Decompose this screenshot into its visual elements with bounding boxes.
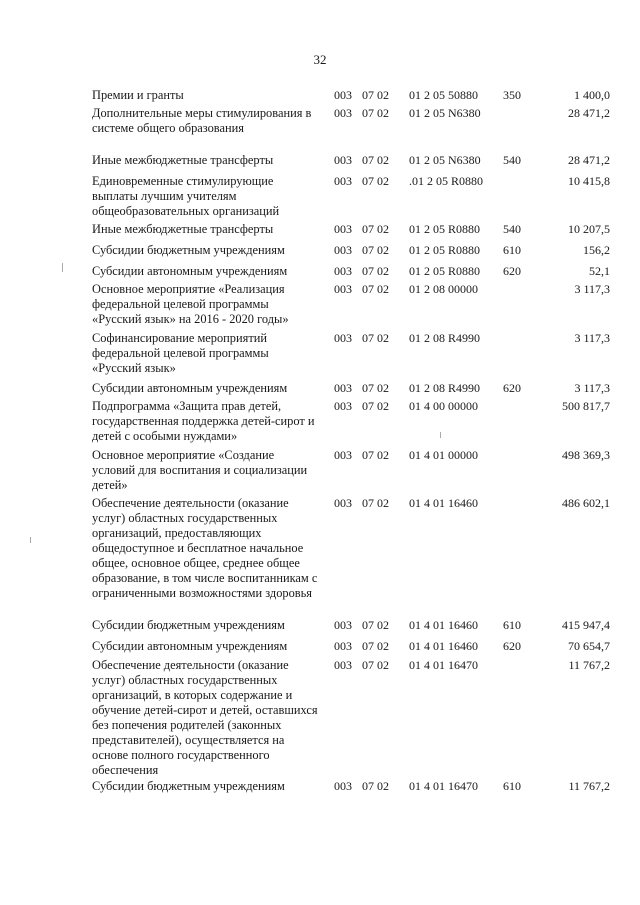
target-article-code: 01 2 08 R4990 — [409, 381, 481, 395]
ministry-code: 003 — [334, 448, 352, 462]
target-article-code: 01 4 01 16460 — [409, 496, 478, 510]
row-name: Основное мероприятие «Реализация федеральной целевой программы «Русский язык» на 2016 - 2020 годы» — [92, 282, 289, 326]
scan-speck — [30, 537, 31, 543]
expense-type-code: 610 — [503, 779, 521, 793]
ministry-code: 003 — [334, 106, 352, 120]
row-name: Премии и гранты — [92, 88, 184, 102]
target-article-code: 01 2 05 R0880 — [409, 222, 481, 236]
amount: 28 471,2 — [568, 153, 610, 167]
section-code: 07 02 — [362, 658, 389, 672]
amount: 3 117,3 — [574, 381, 610, 395]
expense-type-code: 620 — [503, 639, 521, 653]
target-article-code: 01 4 01 16460 — [409, 639, 478, 653]
section-code: 07 02 — [362, 331, 389, 345]
amount: 3 117,3 — [574, 331, 610, 345]
expense-type-code: 540 — [503, 153, 521, 167]
row-name: Подпрограмма «Защита прав детей, государственная поддержка детей-сирот и детей с особыми нуждами» — [92, 399, 315, 443]
scan-speck — [440, 432, 441, 438]
amount: 156,2 — [583, 243, 610, 257]
ministry-code: 003 — [334, 639, 352, 653]
amount: 11 767,2 — [568, 658, 610, 672]
section-code: 07 02 — [362, 618, 389, 632]
section-code: 07 02 — [362, 264, 389, 278]
section-code: 07 02 — [362, 88, 389, 102]
scan-speck — [62, 263, 63, 272]
row-name: Субсидии бюджетным учреждениям — [92, 243, 285, 257]
section-code: 07 02 — [362, 381, 389, 395]
row-name: Иные межбюджетные трансферты — [92, 222, 274, 236]
section-code: 07 02 — [362, 222, 389, 236]
row-name: Софинансирование мероприятий федеральной целевой программы «Русский язык» — [92, 331, 269, 375]
section-code: 07 02 — [362, 496, 389, 510]
ministry-code: 003 — [334, 331, 352, 345]
expense-type-code: 610 — [503, 243, 521, 257]
amount: 10 415,8 — [568, 174, 610, 188]
section-code: 07 02 — [362, 243, 389, 257]
target-article-code: 01 2 08 00000 — [409, 282, 478, 296]
amount: 486 602,1 — [562, 496, 610, 510]
page-number: 32 — [313, 52, 327, 67]
ministry-code: 003 — [334, 399, 352, 413]
amount: 11 767,2 — [568, 779, 610, 793]
expense-type-code: 540 — [503, 222, 521, 236]
ministry-code: 003 — [334, 282, 352, 296]
row-name: Субсидии бюджетным учреждениям — [92, 779, 285, 793]
row-name: Субсидии автономным учреждениям — [92, 264, 288, 278]
expense-type-code: 620 — [503, 264, 521, 278]
target-article-code: 01 4 00 00000 — [409, 399, 478, 413]
section-code: 07 02 — [362, 106, 389, 120]
row-name: Единовременные стимулирующие выплаты лучшим учителям общеобразовательных организаций — [92, 174, 280, 218]
ministry-code: 003 — [334, 153, 352, 167]
amount: 1 400,0 — [574, 88, 610, 102]
section-code: 07 02 — [362, 779, 389, 793]
target-article-code: 01 2 05 R0880 — [409, 243, 481, 257]
amount: 500 817,7 — [562, 399, 610, 413]
expense-type-code: 620 — [503, 381, 521, 395]
ministry-code: 003 — [334, 222, 352, 236]
ministry-code: 003 — [334, 779, 352, 793]
amount: 52,1 — [589, 264, 610, 278]
target-article-code: 01 4 01 16460 — [409, 618, 478, 632]
target-article-code: 01 4 01 16470 — [409, 658, 478, 672]
amount: 70 654,7 — [568, 639, 610, 653]
amount: 498 369,3 — [562, 448, 610, 462]
section-code: 07 02 — [362, 448, 389, 462]
row-name: Дополнительные меры стимулирования в системе общего образования — [92, 106, 312, 135]
row-name: Субсидии автономным учреждениям — [92, 381, 288, 395]
row-name: Обеспечение деятельности (оказание услуг) областных государственных организаций, в которых содержание и обучение детей-сирот и детей, оставшихся без попечения родителей (законных представителей), осуществляется на основе полного государственного обеспечения — [92, 658, 318, 777]
ministry-code: 003 — [334, 264, 352, 278]
amount: 28 471,2 — [568, 106, 610, 120]
amount: 3 117,3 — [574, 282, 610, 296]
target-article-code: 01 4 01 00000 — [409, 448, 478, 462]
amount: 10 207,5 — [568, 222, 610, 236]
target-article-code: .01 2 05 R0880 — [409, 174, 484, 188]
section-code: 07 02 — [362, 399, 389, 413]
row-name: Субсидии бюджетным учреждениям — [92, 618, 285, 632]
amount: 415 947,4 — [562, 618, 610, 632]
ministry-code: 003 — [334, 88, 352, 102]
ministry-code: 003 — [334, 658, 352, 672]
row-name: Иные межбюджетные трансферты — [92, 153, 274, 167]
ministry-code: 003 — [334, 618, 352, 632]
section-code: 07 02 — [362, 639, 389, 653]
row-name: Обеспечение деятельности (оказание услуг) областных государственных организаций, предоставляющих общедоступное и бесплатное начальное общее, основное общее, среднее общее образование, в том числе воспитанникам с ограниченными возможностями здоровья — [92, 496, 318, 600]
section-code: 07 02 — [362, 282, 389, 296]
row-name: Основное мероприятие «Создание условий для воспитания и социализации детей» — [92, 448, 308, 492]
target-article-code: 01 2 05 N6380 — [409, 106, 481, 120]
target-article-code: 01 2 05 N6380 — [409, 153, 481, 167]
target-article-code: 01 2 08 R4990 — [409, 331, 481, 345]
section-code: 07 02 — [362, 174, 389, 188]
ministry-code: 003 — [334, 174, 352, 188]
ministry-code: 003 — [334, 496, 352, 510]
ministry-code: 003 — [334, 243, 352, 257]
expense-type-code: 610 — [503, 618, 521, 632]
target-article-code: 01 2 05 50880 — [409, 88, 478, 102]
row-name: Субсидии автономным учреждениям — [92, 639, 288, 653]
target-article-code: 01 4 01 16470 — [409, 779, 478, 793]
ministry-code: 003 — [334, 381, 352, 395]
section-code: 07 02 — [362, 153, 389, 167]
expense-type-code: 350 — [503, 88, 521, 102]
target-article-code: 01 2 05 R0880 — [409, 264, 481, 278]
